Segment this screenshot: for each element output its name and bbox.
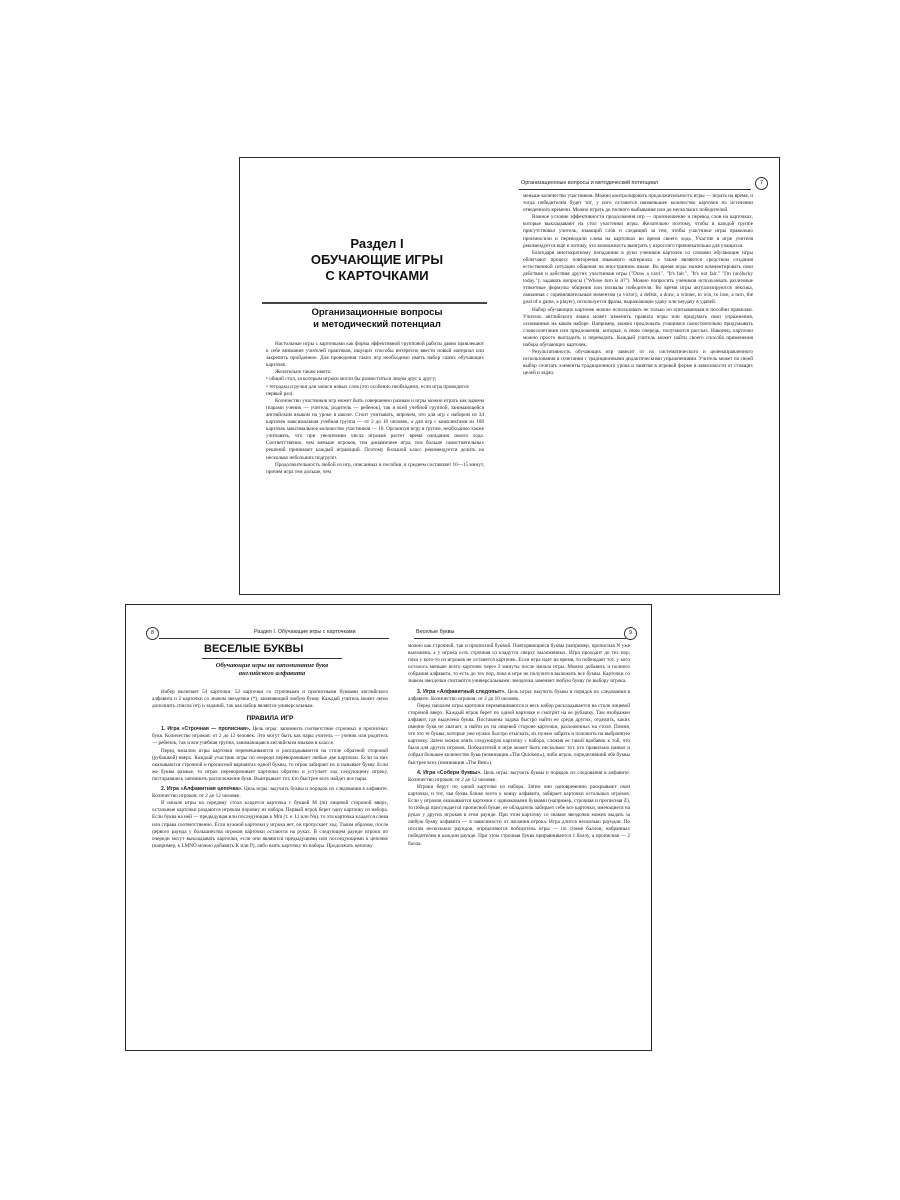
paragraph: Количество участников игр может быть совершенно разным и игры можно играть как вдвоем (парами ученик — учитель, родитель — ребенок), так и всей учебной группой, занимающейся английским языком на уроке в школе. Стоит учитывать, впрочем, что для игр с набором из 34 карточек максимальная учебная группа — от 2 до 10 человек, а для игр с комплектами из 108 карточек максимальное количество участников — 18. Организуя игру в группе, необходимо также учитывать, что при увеличении числа игроков растет время ожидания своего хода. Соответственно, чем меньше игроков, тем динамичнее игра, тем больше самостоятельных решений принимает каждый играющий. Поэтому большой класс рекомендуется делить на несколько небольших подгрупп. (266, 397, 484, 461)
section-title-line1: ОБУЧАЮЩИЕ ИГРЫ (310, 252, 444, 267)
game-text: Цель игры: выучить буквы и порядок их следования в алфавите. Количество игроков: от 2 до 12 человек. (408, 769, 630, 783)
paragraph: В начале игры на середину стола кладется карточка с буквой M (m) лицевой стороной вверх, остальные карточки раздаются игрокам поровну из набора. Первый игрок берет одну карточку из набора. Если буква на ней — предыдущая или последующая к Mm (т. е. Ll или Nn), то эта карточка кладется слева или справа соответственно. Если нужной карточки у игрока нет, он пропускает ход. Таким образом, после первого раунда у большинства игроков карточки остаются на руках. В следующем раунде игроки по очереди могут выкладывать карточки, если они являются предыдущими или последующими к цепочке (например, к LMNO можно добавить K или P), либо взять карточку из набора. Продолжать цепочку (152, 800, 388, 849)
bullet-item: • тетрадки и ручки для записи новых слов (это особенно необходимо, если игра проводится первый раз). (266, 383, 469, 397)
paragraph: Важное условие эффективности продолжения игр — произношение и перевод слов на карточках, которые выкладывают на стол участники игры. Желательно поэтому, чтобы в каждой группе присутствовал учитель, знающий слов и следящий за тем, чтобы участники игры правильно произносили и переводили слова на карточках во время своего хода. Участие в игре учителя рекомендуется еще и потому, что возможность выиграть у взрослого привлекательна для учащихся. (523, 214, 753, 249)
paragraph: меньше количество участников. Можно контролировать продолжительность игры — играть на время, и тогда победителем будет тот, у кого останется наименьшее количество карточек по истечении отведенного времени. Можно играть до полного выбывания или до нескольких победителей. (523, 193, 753, 214)
game-heading: 2. Игра «Алфавитная цепочка». (161, 786, 243, 793)
paragraph: Настольные игры с карточками как форма эффективной групповой работы давно привлекают к себе внимание учителей практиков, ищущих способы интересно ввести новый материал или закрепить пройденное. Для проведения таких игр необходимо иметь набор самих обучающих карточек. (266, 341, 484, 369)
left-page-body (152, 689, 388, 1039)
page-number: 9 (624, 627, 637, 640)
chapter-subtitle-line1: Обучающие игры на запоминание букв (215, 662, 329, 669)
paragraph: Перед началом игры карточки перемешиваются и раскладываются на столе обратной стороной (рубашкой) вверх. Каждый участник игры по очереди переворачивает любые две карточки. Если за них оказываются строчной и прописной вариантах одной буквы, то игрок забирает их и называет букву. Если же буквы разные, то игрок переворачивает карточки обратно и уступает ход следующему игроку, постаравшись запомнить расположение букв. Выигрывает тот, кто быстрее всех найдет все пары. (152, 747, 388, 782)
paragraph: можно как строчной, так и прописной буквой. Повторяющиеся буквы (например, прописная N уже выложена, а у игрока есть строчная n) кладутся сверху выложенных. Игра проходит до тех пор, пока у кого-то из игроков не останется карточек. Если игра идет на время, то побеждает тот, у кого осталось меньше всего карточек через 3 минуты после начала игры. Можно добавить и полного собрания алфавита, то есть до тех пор, пока в игре не получится выложить все буквы. Карточки со знаком звездочки считаются универсальными: звездочка заменяет любую букву по выбору игрока. (408, 643, 630, 685)
running-head: Раздел I. Обучающие игры с карточками (254, 629, 356, 635)
paragraph: Перед началом игры карточки перемешиваются и весь набор раскладывается на столе лицевой стороной вверх. Каждый игрок берет по одной карточке и смотрит на ее рубашку. Там изображен алфавит, где выделена буква. Поставлена задача быстро найти ее среди других, отделить, каких именно букв не хватает, и найти их на лицевой стороне карточки, разложенных на столе. Помня, что это те буквы, которые уже нужно быстро отыскать, их нужно забрать и положить на выбранную карточку. Затем можно взять следующую карточку с набора, сложив ее такой вдобавок к той, что была для других игроков. Победителей в игре может быть несколько: тот, кто правильно назвал и собрал большее количество букв (номинация «The Quickest»), либо игрок, определивший обе буквы быстрее всех (номинация «The Best»). (408, 702, 630, 766)
game-heading: 1. Игра «Строчная — прописная». (161, 726, 251, 733)
game-text: Цель игры: запомнить соответствие строчных и прописных букв. Количество игроков: от 2 до 12 человек. Это могут быть как пары учитель — ученик или родитель — ребенок, так и вся учебная группа, занимающаяся английским языком в классе. (152, 726, 388, 747)
game-heading: 4. Игра «Собери буквы». (417, 769, 482, 776)
subtitle-line1: Организационные вопросы (311, 307, 443, 318)
paragraph: Набор обучающих карточек можно использовать не только по описываемым в пособии правилам. Учитель английского языка может изменить правила игры или придумать свои упражнения, основанные на каком наборе. Например, можно предложить учащимся самостоятельно придумывать словосочетания или предложения, которые, в свою очередь, получаются рассказ. Наконец, карточки можно просто выгладить и переводить. Каждый учитель может найти своего способа применения набора обучающих карточек. (523, 306, 753, 348)
chapter-title-block (152, 643, 392, 687)
right-page-body (523, 193, 753, 588)
running-head: Организационные вопросы и методический потенциал (521, 180, 658, 186)
title-divider (262, 302, 487, 304)
title-underline (202, 658, 342, 659)
section-label: Раздел I (350, 236, 404, 251)
paragraph: Благодаря многократному попаданию в руки учеников карточек со словами обучающие игры облегчают процесс повторения языкового материала, а также являются средством создания естественной ситуации общения на иностранном языке. Во время игры можно комментировать свои действия и действия других участников игры ("Draw a card.", "It's fair.", "It's not fair." "I'm (un)lucky today."), задавать вопросы ("Whose turn is it?"). Можно попросить учеников использовать различные этикетные формулы общения или похвалы победителя. Во время игры актуализируются лексика, связанная с соревновательным моментом (a victory, a defeat, a draw, a winner, to win, to lose, a turn, the goal of a game, a player), используется фразы, выражающие удачу или неудачу в удачей. (523, 249, 753, 306)
chapter-subtitle-line2: английского алфавита (238, 670, 306, 677)
running-head: Веселые буквы (416, 629, 455, 635)
header-rule (414, 638, 626, 639)
bullet-item: • общий стол, за которым игроки могли бы разместиться лицом друг к другу; (266, 376, 437, 383)
bottom-book-spread (125, 604, 652, 1051)
page-number: 8 (146, 627, 159, 640)
left-page-body (266, 341, 484, 586)
page-number: 7 (755, 177, 768, 190)
chapter-title: ВЕСЕЛЫЕ БУКВЫ (204, 643, 304, 655)
game-text: Цель игры: выучить буквы и порядок их следования в алфавите. Количество игроков: от 2 до 12 человек. (152, 786, 388, 800)
paragraph: Результативность обучающих игр зависит от их систематического и целенаправленного использования в сочетании с традиционными дидактическими упражнениями. Учитель может по своей выбор сочетать элементы традиционного урока и занятия в игровой форме в зависимости от стоящих целей и задач. (523, 349, 753, 377)
paragraph: Продолжительность любой из игр, описанных в пособии, в среднем составляет 10—15 минут, причем игра тем дольше, чем (266, 461, 484, 475)
game-text: Цель игры: выучить буквы и порядок их следования в алфавите. Количество игроков: от 2 до 10 человек. (408, 688, 630, 702)
intro-paragraph: Набор включает 54 карточки: 52 карточки со строчными и прописными буквами английского алфавита и 2 карточки со знаком звездочки (*), заменяющей любую букву. Каждый учитель может легко дополнить список игр и заданий, так как набор является универсальным. (152, 689, 388, 710)
game-heading: 3. Игра «Алфавитный следопыт». (417, 688, 506, 695)
right-page-body (408, 643, 630, 1039)
top-book-spread (239, 157, 780, 595)
paragraph: Желательно также иметь: (275, 369, 332, 376)
header-rule (519, 189, 751, 190)
rules-heading: ПРАВИЛА ИГР (246, 715, 294, 723)
paragraph: Игроки берут по одной карточке из набора. Затем они одновременно раскрывают свои карточки, и тот, чья буква ближе всего к концу алфавита, забирает карточки остальных игроков. Если у игроков оказываются карточки с одинаковыми буквами (например, строчная и прописная Z), то победа присуждается прописной букве, ее обладатель забирает себе все карточки, имеющиеся на руках у других игроков в этом раунде. При этом карточку со знаком звездочки можно выдать за любую букву алфавита — в зависимости от желания игрока. Игра длится несколько раундов. По итогам нескольких раундов, определяются победитель игры — по сумме баллов, набранных победителем в каждом раунде. При этом строчная буква приравнивается 1 баллу, а прописная — 2 балла. (408, 783, 630, 847)
section-title-line2: С КАРТОЧКАМИ (325, 268, 429, 283)
header-rule (159, 638, 389, 639)
subtitle-line2: и методический потенциал (313, 319, 441, 330)
subtitle-block (262, 305, 492, 339)
